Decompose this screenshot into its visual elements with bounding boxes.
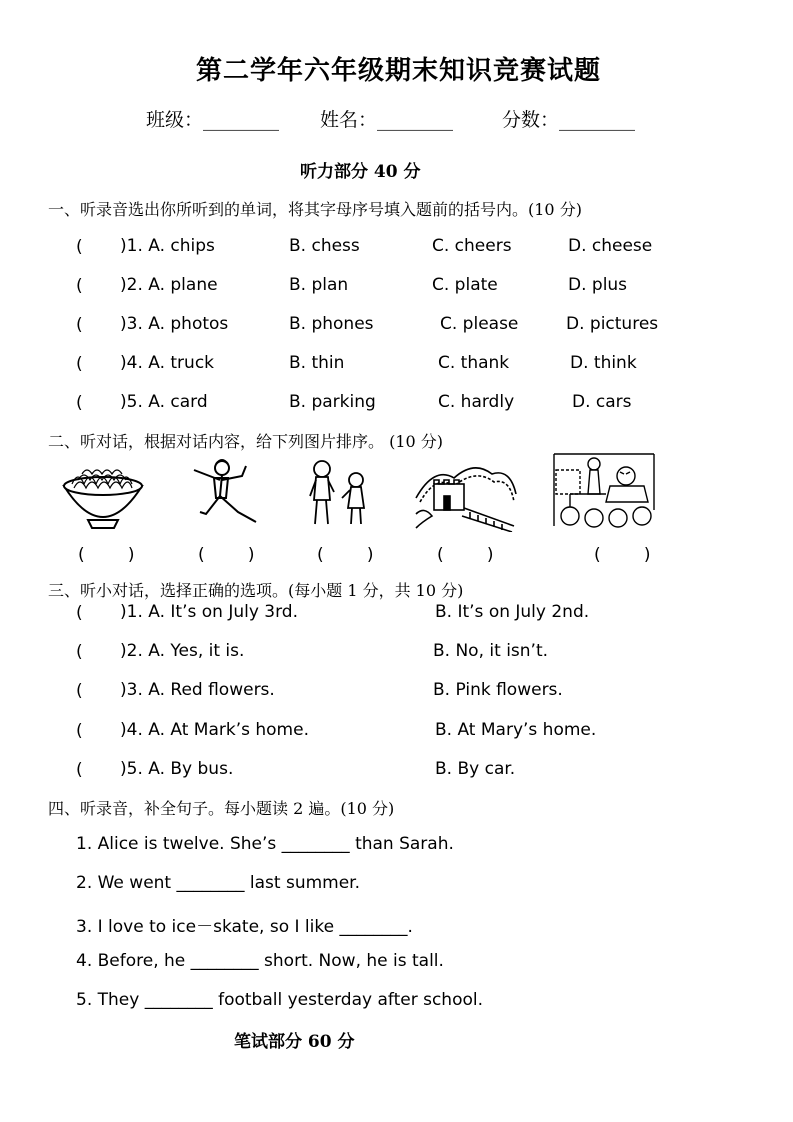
s3-item-4-b: B. At Mary’s home. — [435, 720, 597, 740]
s3-item-5-a: )5. A. By bus. — [120, 759, 234, 779]
answer-paren-open[interactable]: ( — [76, 393, 83, 413]
s1-item-5-d: D. cars — [572, 392, 632, 412]
s3-item-3-a: )3. A. Red flowers. — [120, 680, 275, 700]
paren-open: ( — [198, 545, 205, 565]
s1-item-2-d: D. plus — [568, 275, 628, 295]
s1-item-1-d: D. cheese — [568, 236, 653, 256]
s1-item-2-c: C. plate — [432, 275, 498, 295]
s3-item-2-b: B. No, it isn’t. — [433, 641, 549, 661]
fill-sentence-3[interactable]: 3. I love to ice－skate, so I like ________. — [76, 917, 413, 937]
s1-item-4-a: )4. A. truck — [120, 353, 215, 373]
s1-item-2-b: B. plan — [289, 275, 349, 295]
kung-fu-boy-image — [186, 456, 264, 532]
score-field[interactable]: 分数：________ — [502, 109, 636, 131]
paren-open: ( — [594, 545, 601, 565]
class-field[interactable]: 班级：________ — [146, 109, 280, 131]
answer-paren-open[interactable]: ( — [76, 603, 83, 623]
s1-item-5-a: )5. A. card — [120, 392, 208, 412]
s1-item-3-b: B. phones — [289, 314, 374, 334]
paren-open: ( — [317, 545, 324, 565]
picture-4-answer[interactable] — [437, 545, 494, 565]
noodles-bowl-image — [60, 458, 146, 532]
writing-heading: 笔试部分 60 分 — [234, 1032, 355, 1052]
paren-close: ) — [643, 545, 651, 565]
s1-item-3-d: D. pictures — [566, 314, 659, 334]
s3-item-2-a: )2. A. Yes, it is. — [120, 641, 245, 661]
picture-3-answer[interactable] — [317, 545, 374, 565]
answer-paren-open[interactable]: ( — [76, 642, 83, 662]
picture-1-answer[interactable] — [78, 545, 135, 565]
s1-item-1-a: )1. A. chips — [120, 236, 215, 256]
s1-item-5-c: C. hardly — [438, 392, 515, 412]
s1-item-4-c: C. thank — [438, 353, 510, 373]
paren-close: ) — [127, 545, 135, 565]
answer-paren-open[interactable]: ( — [76, 276, 83, 296]
answer-paren-open[interactable]: ( — [76, 760, 83, 780]
section3-instruction: 三、听小对话，选择正确的选项。(每小题 1 分，共 10 分) — [48, 581, 464, 600]
fill-sentence-2[interactable]: 2. We went ________ last summer. — [76, 873, 361, 893]
s1-item-2-a: )2. A. plane — [120, 275, 218, 295]
two-children-image — [306, 458, 372, 530]
section1-instruction: 一、听录音选出你所听到的单词，将其字母序号填入题前的括号内。(10 分) — [48, 200, 582, 219]
s1-item-3-a: )3. A. photos — [120, 314, 229, 334]
theater-audience-image — [550, 450, 658, 530]
s1-item-4-d: D. think — [570, 353, 637, 373]
name-field[interactable]: 姓名：________ — [320, 109, 454, 131]
fill-sentence-4[interactable]: 4. Before, he ________ short. Now, he is tall. — [76, 951, 444, 971]
s1-item-4-b: B. thin — [289, 353, 345, 373]
s1-item-3-c: C. please — [440, 314, 519, 334]
s3-item-1-b: B. It’s on July 2nd. — [435, 602, 590, 622]
paren-open: ( — [78, 545, 85, 565]
answer-paren-open[interactable]: ( — [76, 315, 83, 335]
answer-paren-open[interactable]: ( — [76, 721, 83, 741]
fill-sentence-5[interactable]: 5. They ________ football yesterday after school. — [76, 990, 484, 1010]
answer-paren-open[interactable]: ( — [76, 354, 83, 374]
s1-item-1-b: B. chess — [289, 236, 360, 256]
answer-paren-open[interactable]: ( — [76, 237, 83, 257]
fill-sentence-1[interactable]: 1. Alice is twelve. She’s ________ than Sarah. — [76, 834, 454, 854]
s1-item-1-c: C. cheers — [432, 236, 512, 256]
s3-item-5-b: B. By car. — [435, 759, 516, 779]
answer-paren-open[interactable]: ( — [76, 681, 83, 701]
paren-close: ) — [247, 545, 255, 565]
listening-heading: 听力部分 40 分 — [300, 162, 421, 182]
s3-item-3-b: B. Pink flowers. — [433, 680, 563, 700]
page-title: 第二学年六年级期末知识竞赛试题 — [196, 56, 602, 86]
section2-instruction: 二、听对话，根据对话内容，给下列图片排序。 (10 分) — [48, 432, 444, 451]
s3-item-1-a: )1. A. It’s on July 3rd. — [120, 602, 298, 622]
paren-close: ) — [366, 545, 374, 565]
paren-close: ) — [486, 545, 494, 565]
picture-2-answer[interactable] — [198, 545, 255, 565]
great-wall-image — [414, 458, 518, 532]
s3-item-4-a: )4. A. At Mark’s home. — [120, 720, 309, 740]
s1-item-5-b: B. parking — [289, 392, 376, 412]
picture-5-answer[interactable] — [594, 545, 651, 565]
section4-instruction: 四、听录音，补全句子。每小题读 2 遍。(10 分) — [48, 799, 395, 818]
paren-open: ( — [437, 545, 444, 565]
